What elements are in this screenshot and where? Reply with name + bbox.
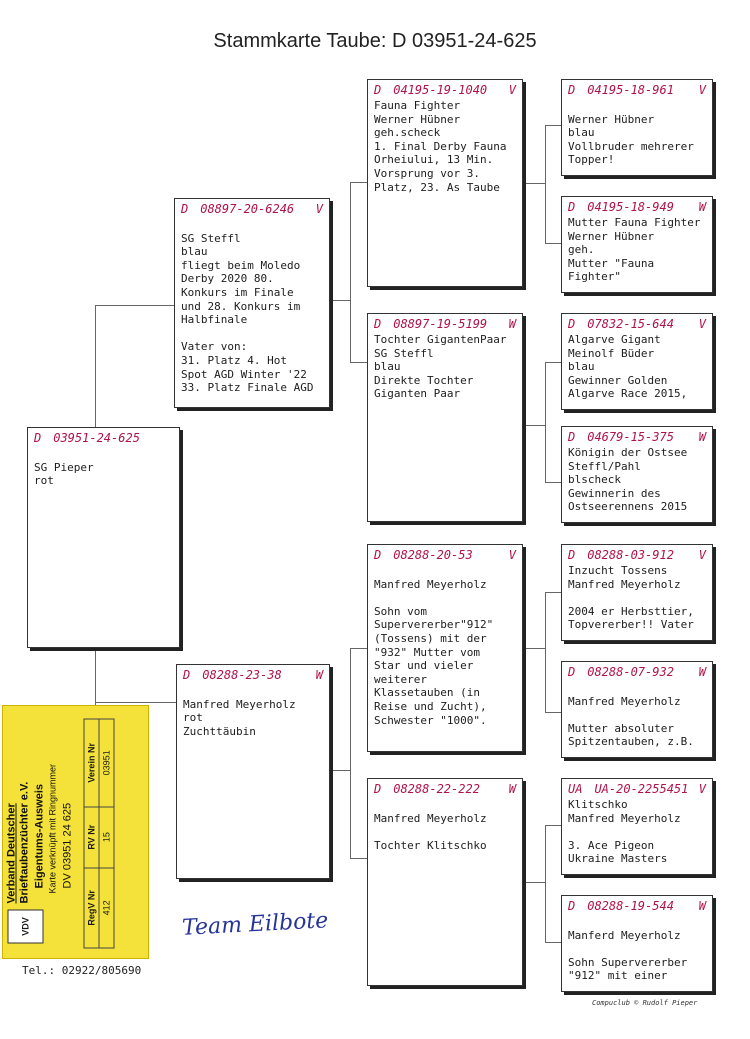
sex-marker: V — [508, 83, 516, 97]
card-text-line — [568, 708, 706, 722]
sex-marker: V — [315, 202, 323, 216]
ring-prefix: UA — [568, 782, 583, 796]
card-text-line: Spitzentauben, z.B. — [568, 735, 694, 749]
card-text-line: SG Pieper — [34, 460, 94, 474]
ownership-id-card — [2, 705, 149, 959]
card-text-line: weiterer — [374, 672, 427, 686]
card-text-line: Mutter "Fauna — [568, 256, 655, 270]
card-text-line: und 28. Konkurs im — [181, 299, 301, 313]
ring-id: 08288-19-544 — [587, 899, 674, 913]
connector — [95, 702, 178, 703]
vdv-logo-icon: VDV — [8, 910, 44, 944]
card-text-line: Topper! — [568, 153, 615, 167]
sex-marker: W — [698, 665, 706, 679]
card-text-line: Topvererber!! Vater — [568, 618, 694, 632]
card-text-line: blau — [181, 245, 208, 259]
card-text-line: Tochter GigantenPaar — [374, 333, 507, 346]
card-text-line — [34, 447, 173, 461]
card-text-line: Reise und Zucht), — [374, 699, 487, 713]
sex-marker: W — [508, 782, 516, 796]
card-text-line: Mutter Fauna Fighter — [568, 216, 701, 229]
connector — [545, 243, 561, 244]
sex-marker: W — [315, 668, 323, 682]
pedigree-card-ff — [367, 79, 523, 287]
connector — [330, 770, 350, 771]
ring-number — [568, 200, 706, 214]
sex-marker: V — [698, 548, 706, 562]
card-text-line: Werner Hübner — [568, 112, 655, 126]
phone-number: Tel.: 02922/805690 — [22, 964, 142, 977]
ring-number — [374, 548, 516, 562]
ring-number — [374, 782, 516, 796]
card-text-line: Inzucht Tossens — [568, 564, 668, 577]
connector — [545, 125, 561, 126]
connector — [330, 300, 350, 301]
card-text-line: blau — [374, 360, 401, 374]
sex-marker: V — [698, 317, 706, 331]
card-text-line: Manfred Meyerholz — [568, 811, 681, 825]
card-text-line: Vorsprung vor 3. — [374, 166, 480, 180]
ring-number — [34, 431, 173, 445]
card-text-line: Giganten Paar — [374, 387, 461, 401]
card-text-line: "932" Mutter vom — [374, 645, 480, 659]
card-text-line: Königin der Ostsee — [568, 446, 688, 459]
footer-credit: Compuclub © Rudolf Pieper — [592, 999, 698, 1007]
ring-id: 08288-23-38 — [202, 668, 282, 682]
ring-prefix: D — [568, 548, 576, 562]
id-card-org-line1: Verband Deutscher — [5, 803, 18, 904]
connector — [545, 125, 546, 243]
pedigree-card-mfm — [561, 661, 713, 758]
id-card-title: Eigentums-Ausweis — [33, 783, 46, 889]
ring-id: 04195-18-961 — [587, 83, 674, 97]
card-text-line: rot — [34, 474, 54, 488]
card-text-line: blscheck — [568, 473, 621, 487]
card-text-line — [181, 327, 323, 341]
card-text-line — [568, 681, 706, 695]
id-card-value: 15 — [99, 807, 114, 868]
ring-prefix: D — [568, 430, 576, 444]
card-text-line: Vollbruder mehrerer — [568, 139, 694, 153]
id-card-org-line2: Brieftaubenzüchter e.V. — [18, 781, 31, 904]
ring-number — [374, 83, 516, 97]
card-text-line: Manfred Meyerholz — [568, 577, 681, 591]
sex-marker: V — [508, 548, 516, 562]
ring-prefix: D — [374, 317, 382, 331]
pedigree-card-ffm — [561, 196, 713, 293]
pedigree-card-mff — [561, 544, 713, 641]
card-text-line: Algarve Race 2015, — [568, 387, 688, 401]
connector — [95, 305, 96, 427]
card-text-line: Manfred Meyerholz — [183, 697, 296, 711]
card-text-line — [374, 825, 516, 839]
id-card-table — [84, 719, 115, 949]
ring-number — [568, 548, 706, 562]
card-text-line — [568, 915, 706, 929]
card-text-line: Klitschko — [568, 798, 628, 811]
id-card-subtitle: Karte verknüpft mit Ringnummer — [47, 763, 58, 894]
ring-prefix: D — [568, 665, 576, 679]
ring-id: 03951-24-625 — [53, 431, 140, 445]
card-text-line: Meinolf Büder — [568, 346, 655, 360]
card-text-line: Gewinnerin des — [568, 486, 661, 500]
ring-number — [568, 665, 706, 679]
ring-prefix: D — [568, 899, 576, 913]
connector — [545, 362, 561, 363]
pedigree-card-mf — [367, 544, 523, 752]
card-text-line: Star und vieler — [374, 659, 474, 673]
ring-id: 04195-18-949 — [587, 200, 674, 214]
card-text-line: Zuchttäubin — [183, 724, 256, 738]
ring-number — [374, 317, 516, 331]
ring-id: 08288-03-912 — [587, 548, 674, 562]
connector — [545, 712, 561, 713]
connector — [350, 858, 368, 859]
pedigree-card-fmm — [561, 426, 713, 523]
card-text-line: Spot AGD Winter '22 — [181, 367, 307, 381]
card-text-line: 33. Platz Finale AGD — [181, 381, 314, 395]
connector — [523, 882, 545, 883]
ring-id: 08897-20-6246 — [200, 202, 295, 216]
connector — [545, 482, 561, 483]
connector — [545, 825, 561, 826]
card-text-line: Algarve Gigant — [568, 333, 661, 346]
card-text-line: Sohn vom — [374, 604, 427, 618]
connector — [545, 362, 546, 482]
card-text-line — [374, 591, 516, 605]
ring-prefix: D — [374, 83, 382, 97]
card-text-line — [183, 684, 323, 698]
ring-id: 07832-15-644 — [587, 317, 674, 331]
card-text-line: Werner Hübner — [568, 229, 655, 243]
ring-number — [568, 430, 706, 444]
card-text-line: Platz, 23. As Taube — [374, 180, 500, 194]
connector — [545, 592, 546, 712]
connector — [545, 592, 561, 593]
ring-id: 08288-22-222 — [393, 782, 480, 796]
card-text-line: Manfred Meyerholz — [374, 577, 487, 591]
id-card-value: 412 — [99, 868, 114, 948]
card-text-line: "912" mit einer — [568, 969, 668, 983]
id-card-header: RegV Nr — [84, 868, 99, 948]
card-text-line: Orheiului, 13 Min. — [374, 153, 494, 167]
card-text-line: blau — [568, 126, 595, 140]
card-text-line: Konkurs im Finale — [181, 285, 294, 299]
card-text-line: Vater von: — [181, 340, 248, 354]
card-text-line: (Tossens) mit der — [374, 631, 487, 645]
card-text-line: geh.scheck — [374, 126, 441, 140]
connector — [545, 825, 546, 942]
card-text-line: Fauna Fighter — [374, 99, 461, 112]
card-text-line — [568, 591, 706, 605]
id-card-header: RV Nr — [84, 807, 99, 868]
card-text-line — [568, 825, 706, 839]
card-text-line: geh. — [568, 243, 595, 257]
connector — [545, 942, 561, 943]
ring-prefix: D — [568, 200, 576, 214]
card-text-line — [568, 942, 706, 956]
ring-number — [568, 899, 706, 913]
sex-marker: W — [508, 317, 516, 331]
card-text-line: Schwester "1000". — [374, 713, 487, 727]
connector — [350, 182, 368, 183]
card-text-line: Werner Hübner — [374, 112, 461, 126]
ring-prefix: D — [374, 548, 382, 562]
card-text-line: Manferd Meyerholz — [568, 928, 681, 942]
id-card-organization — [6, 782, 32, 904]
card-text-line: Tochter Klitschko — [374, 838, 487, 852]
handwritten-signature: Team Eilbote — [181, 908, 329, 941]
card-text-line: Klassetauben (in — [374, 686, 480, 700]
ring-number — [181, 202, 323, 216]
card-text-line: 1. Final Derby Fauna — [374, 139, 507, 153]
ring-prefix: D — [568, 83, 576, 97]
card-text-line: fliegt beim Moledo — [181, 258, 301, 272]
card-text-line: SG Steffl — [181, 231, 241, 245]
card-text-line: rot — [183, 711, 203, 725]
connector — [350, 648, 351, 858]
card-text-line: 31. Platz 4. Hot — [181, 353, 287, 367]
card-text-line: Manfred Meyerholz — [374, 811, 487, 825]
ring-prefix: D — [181, 202, 189, 216]
id-card-ring-number: DV 03951 24 625 — [61, 802, 74, 889]
sex-marker: V — [698, 83, 706, 97]
ring-id: UA-20-2255451 — [594, 782, 689, 796]
ring-number — [183, 668, 323, 682]
ring-prefix: D — [183, 668, 191, 682]
connector — [350, 362, 368, 363]
pedigree-card-mm — [367, 778, 523, 986]
id-card-header: Verein Nr — [84, 719, 99, 807]
card-text-line: Ostseerennens 2015 — [568, 500, 688, 514]
connector — [350, 182, 351, 362]
card-text-line — [181, 218, 323, 232]
card-text-line: Sohn Supervererber — [568, 955, 688, 969]
card-text-line: blau — [568, 360, 595, 374]
pedigree-card-subject — [27, 427, 180, 648]
connector — [523, 648, 545, 649]
ring-number — [568, 782, 706, 796]
connector — [95, 305, 178, 306]
sex-marker: W — [698, 430, 706, 444]
ring-prefix: D — [568, 317, 576, 331]
ring-id: 04195-19-1040 — [393, 83, 488, 97]
ring-id: 04679-15-375 — [587, 430, 674, 444]
connector — [523, 425, 545, 426]
sex-marker: W — [698, 899, 706, 913]
ring-prefix: D — [374, 782, 382, 796]
sex-marker: V — [698, 782, 706, 796]
card-text-line: Ukraine Masters — [568, 852, 668, 866]
pedigree-card-mother — [176, 664, 330, 879]
page-title: Stammkarte Taube: D 03951-24-625 — [213, 30, 537, 52]
ring-id: 08288-07-932 — [587, 665, 674, 679]
connector — [523, 183, 545, 184]
pedigree-card-father — [174, 198, 330, 408]
ring-id: 08288-20-53 — [393, 548, 473, 562]
card-text-line: Mutter absoluter — [568, 721, 674, 735]
card-text-line — [568, 99, 706, 113]
card-text-line: Halbfinale — [181, 313, 248, 327]
connector — [350, 648, 368, 649]
card-text-line — [374, 798, 516, 812]
pedigree-card-mmm — [561, 895, 713, 992]
card-text-line: Supervererber"912" — [374, 618, 494, 632]
pedigree-card-fm — [367, 313, 523, 522]
card-text-line: Fighter" — [568, 270, 621, 284]
card-text-line: Direkte Tochter — [374, 373, 474, 387]
card-text-line: Manfred Meyerholz — [568, 694, 681, 708]
ring-prefix: D — [34, 431, 42, 445]
card-text-line: 2004 er Herbsttier, — [568, 604, 694, 618]
card-text-line: Gewinner Golden — [568, 373, 668, 387]
pedigree-card-fff — [561, 79, 713, 176]
connector — [95, 648, 96, 705]
id-card-value: 03951 — [99, 719, 114, 807]
card-text-line: Derby 2020 80. — [181, 272, 274, 286]
pedigree-card-mmf — [561, 778, 713, 875]
sex-marker: W — [698, 200, 706, 214]
ring-id: 08897-19-5199 — [393, 317, 488, 331]
pedigree-card-fmf — [561, 313, 713, 410]
card-text-line — [374, 564, 516, 578]
ring-number — [568, 317, 706, 331]
card-text-line: 3. Ace Pigeon — [568, 838, 655, 852]
card-text-line: SG Steffl — [374, 346, 434, 360]
card-text-line: Steffl/Pahl — [568, 459, 641, 473]
ring-number — [568, 83, 706, 97]
